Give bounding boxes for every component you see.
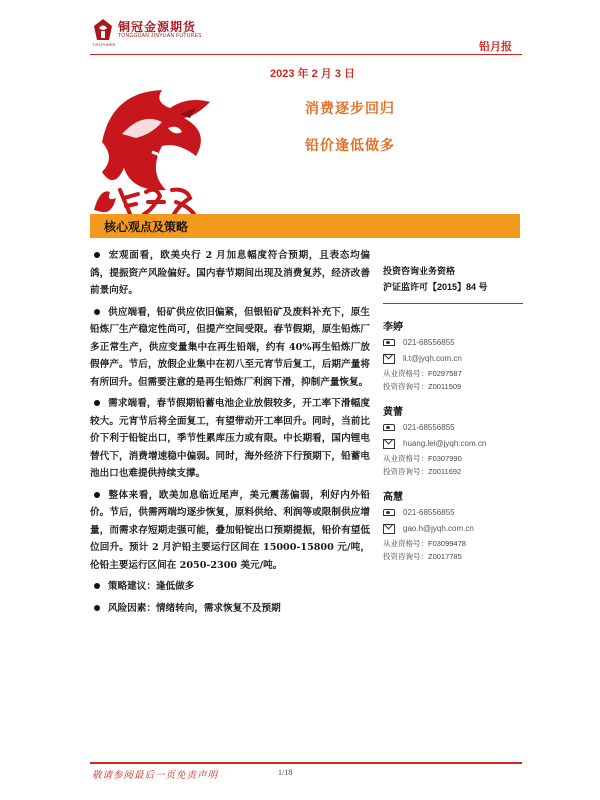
bullet-paragraph bbox=[90, 247, 370, 300]
analyst-card bbox=[383, 318, 523, 393]
analyst-sidebar bbox=[383, 263, 523, 573]
page-header bbox=[0, 0, 600, 58]
company-name-cn: 铜冠金源期货 bbox=[118, 20, 197, 34]
phone-icon bbox=[383, 339, 395, 346]
report-type: 铅月报 bbox=[479, 40, 512, 53]
analyst-card bbox=[383, 488, 523, 563]
bullet-paragraph bbox=[90, 487, 370, 575]
sidebar-divider bbox=[383, 303, 523, 304]
analyst-phone: 021-68556855 bbox=[383, 505, 523, 521]
analyst-license: 从业资格号：F0297587 bbox=[383, 369, 462, 378]
bullet-icon bbox=[94, 309, 100, 315]
analyst-phone: 021-68556855 bbox=[383, 420, 523, 436]
analyst-consult-no: 投资咨询号：Z0011692 bbox=[383, 467, 462, 476]
paragraph-text: 宏观面看，欧美央行 2 月加息幅度符合预期，且表态均偏鸽，提振资产风险偏好。国内春节期间出现及消费复苏，经济改善前景向好。 bbox=[90, 250, 370, 296]
footer-divider bbox=[90, 762, 522, 764]
company-short: TJFUTURES bbox=[92, 42, 116, 47]
bullet-paragraph bbox=[90, 304, 370, 392]
analyst-phone: 021-68556855 bbox=[383, 335, 523, 351]
bullet-icon bbox=[94, 605, 100, 611]
page-number: 1/18 bbox=[278, 768, 293, 777]
phone-icon bbox=[383, 424, 395, 431]
paragraph-text: 策略建议：逢低做多 bbox=[108, 581, 195, 592]
analyst-consult-no: 投资咨询号：Z0017785 bbox=[383, 552, 462, 561]
analyst-card bbox=[383, 403, 523, 478]
footer-disclaimer[interactable]: 敬请参阅最后一页免责声明 bbox=[92, 770, 219, 781]
analyst-name: 高慧 bbox=[383, 492, 403, 503]
phone-icon bbox=[383, 509, 395, 516]
report-date: 2023 年 2 月 3 日 bbox=[270, 68, 355, 80]
bullet-icon bbox=[94, 252, 100, 258]
report-title-line2: 铅价逢低做多 bbox=[305, 138, 395, 154]
bullet-icon bbox=[94, 492, 100, 498]
paragraph-text: 风险因素：情绪转向，需求恢复不及预期 bbox=[108, 602, 281, 614]
company-name-en: TONGGUAN JINYUAN FUTURES bbox=[118, 33, 202, 39]
header-divider bbox=[90, 54, 522, 55]
email-icon bbox=[383, 354, 395, 364]
analyst-email[interactable]: li.t@jyqh.com.cn bbox=[383, 351, 523, 367]
company-logo-icon bbox=[92, 18, 114, 42]
paragraph-text: 需求端看，春节假期铅蓄电池企业放假较多，开工率下滑幅度较大。元宵节后将全面复工，有望带动开工率回升。同时，当前比价下利于铅锭出口，季节性累库压力或有限。中长期看，国内锂电替代下，消费增速稳中偏弱。同时，海外经济下行预期下，铅蓄电池出口也难提供持续支撑。 bbox=[90, 398, 370, 479]
bullet-icon bbox=[94, 400, 100, 406]
paragraph-text: 整体来看，欧美加息临近尾声，美元震荡偏弱，利好内外铅价。节后，供需两端均逐步恢复，原料供给、利润等或限制供应增量，而需求存短期走强可能，叠加铅锭出口预期提振，铅价有望低位回升。预计 2 月沪铅主要运行区间在 15000-15800 元/吨，伦铅主要运行区间在 2050-2300 美元/吨。 bbox=[90, 489, 370, 571]
analyst-email[interactable]: gao.h@jyqh.com.cn bbox=[383, 521, 523, 537]
analyst-name: 黄蕾 bbox=[383, 407, 403, 418]
paragraph-text: 供应端看，铅矿供应依旧偏紧，但银铅矿及废料补充下，原生铅炼厂生产稳定性尚可，但提产空间受限。春节假期，原生铅炼厂多正常生产，供应变量集中在再生铅端，约有 40%再生铅炼厂放假停产。节后，放假企业集中在初八至元宵节后复工，后期产量将有所回升。但需要注意的是再生铅炼厂利润下滑，抑制产量恢复。 bbox=[90, 306, 370, 388]
calligraphy-text: 铜陵有色 bbox=[90, 180, 94, 181]
email-icon bbox=[383, 524, 395, 534]
analyst-license: 从业资格号：F03099478 bbox=[383, 539, 466, 548]
email-icon bbox=[383, 439, 395, 449]
bullet-paragraph bbox=[90, 600, 370, 618]
analyst-email[interactable]: huang.lei@jyqh.com.cn bbox=[383, 436, 523, 452]
bullet-paragraph bbox=[90, 395, 370, 483]
analyst-name: 李婷 bbox=[383, 322, 403, 333]
qualification-line1: 投资咨询业务资格 bbox=[383, 266, 456, 276]
analyst-license: 从业资格号：F0307990 bbox=[383, 454, 462, 463]
section-title: 核心观点及策略 bbox=[104, 220, 189, 234]
bullet-paragraph bbox=[90, 578, 370, 596]
main-content bbox=[90, 247, 370, 621]
qualification-line2: 沪证监许可【2015】84 号 bbox=[383, 282, 488, 292]
bullet-icon bbox=[94, 583, 100, 589]
analyst-consult-no: 投资咨询号：Z0011509 bbox=[383, 382, 462, 391]
report-title-line1: 消费逐步回归 bbox=[305, 101, 395, 117]
